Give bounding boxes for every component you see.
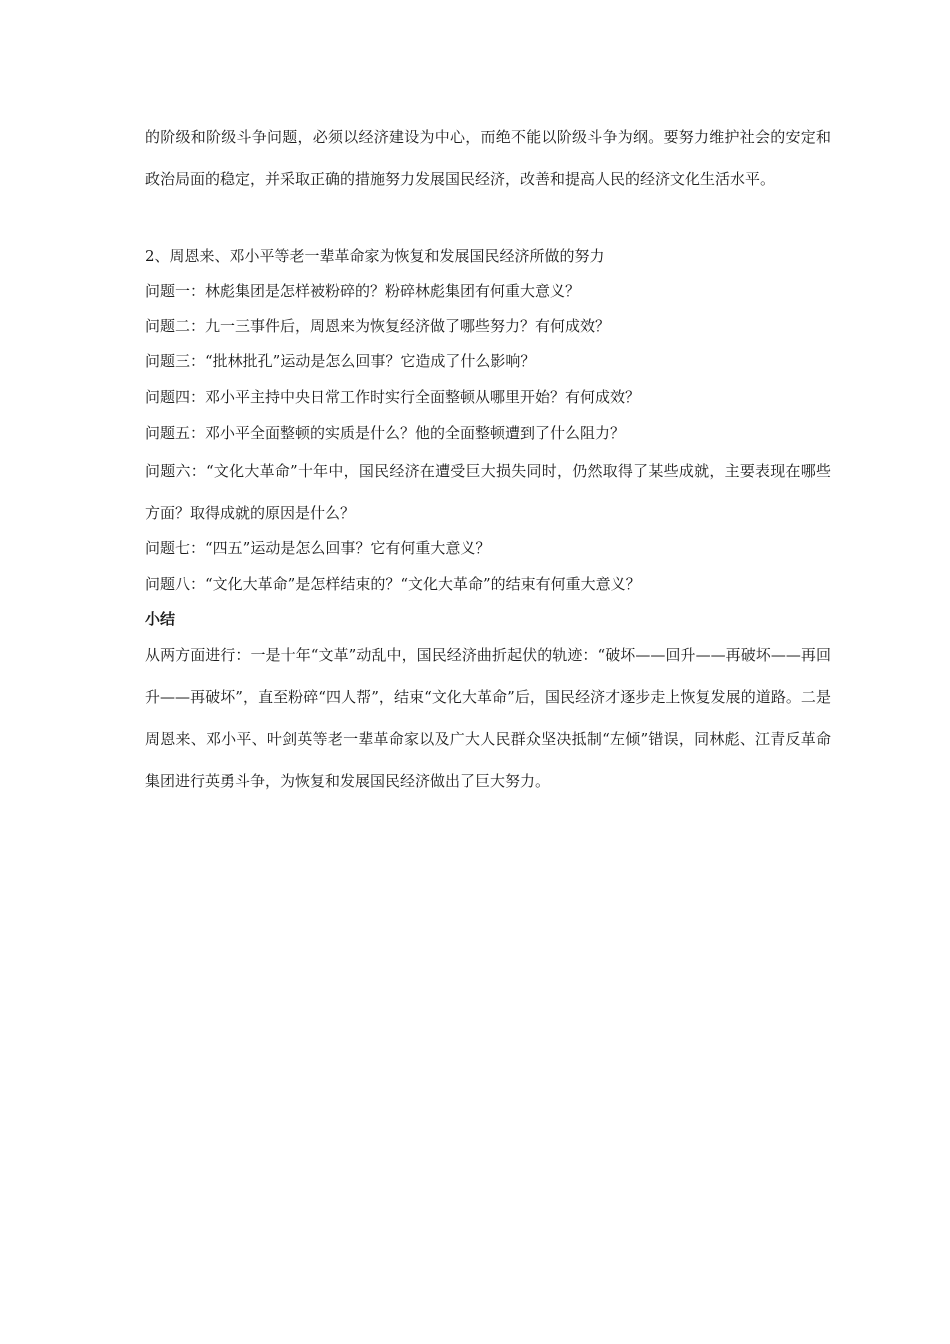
question-6: 问题六：“文化大革命”十年中，国民经济在遭受巨大损失同时，仍然取得了某些成就，主要表现在哪些方面？取得成就的原因是什么？ xyxy=(145,462,831,522)
question-4: 问题四：邓小平主持中央日常工作时实行全面整顿从哪里开始？有何成效？ xyxy=(145,388,641,406)
question-3: 问题三：“批林批孔”运动是怎么回事？它造成了什么影响？ xyxy=(145,352,536,370)
summary-paragraph: 从两方面进行：一是十年“文革”动乱中，国民经济曲折起伏的轨迹：“破坏——回升——再破坏——再回升——再破坏”，直至粉碎“四人帮”，结束“文化大革命”后，国民经济才逐步走上恢复发展的道路。二是周恩来、邓小平、叶剑英等老一辈革命家以及广大人民群众坚决抵制“左倾”错误，同林彪、江青反革命集团进行英勇斗争，为恢复和发展国民经济做出了巨大努力。 xyxy=(145,646,831,790)
question-1: 问题一：林彪集团是怎样被粉碎的？粉碎林彪集团有何重大意义？ xyxy=(145,282,581,300)
question-8: 问题八：“文化大革命”是怎样结束的？“文化大革命”的结束有何重大意义？ xyxy=(145,575,641,593)
question-5: 问题五：邓小平全面整顿的实质是什么？他的全面整顿遭到了什么阻力？ xyxy=(145,424,626,442)
question-2: 问题二：九一三事件后，周恩来为恢复经济做了哪些努力？有何成效？ xyxy=(145,317,611,335)
question-7: 问题七：“四五”运动是怎么回事？它有何重大意义？ xyxy=(145,539,491,557)
paragraph-intro: 的阶级和阶级斗争问题，必须以经济建设为中心，而绝不能以阶级斗争为纲。要努力维护社会的安定和政治局面的稳定，并采取正确的措施努力发展国民经济，改善和提高人民的经济文化生活水平。 xyxy=(145,128,831,188)
summary-heading: 小结 xyxy=(145,610,176,628)
section-heading-2: 2、周恩来、邓小平等老一辈革命家为恢复和发展国民经济所做的努力 xyxy=(145,247,605,265)
